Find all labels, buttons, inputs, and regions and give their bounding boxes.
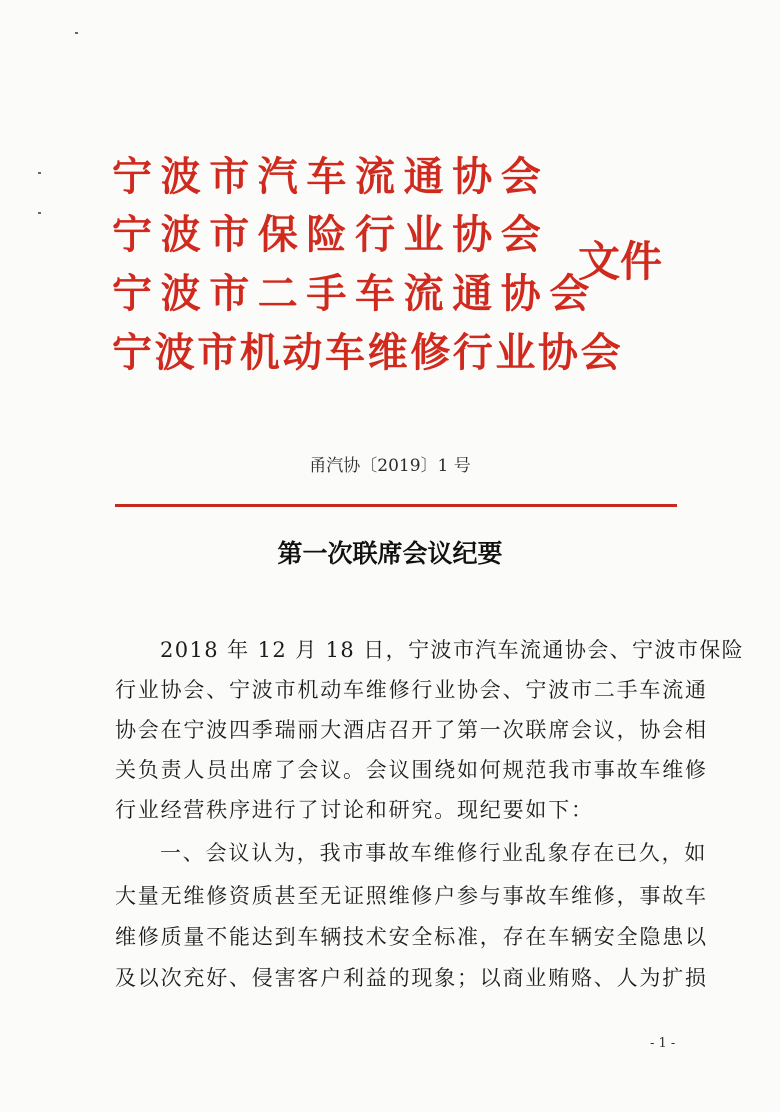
issuing-organization-4: 宁波市机动车维修行业协会 [112, 330, 624, 376]
body-line: 协会在宁波四季瑞丽大酒店召开了第一次联席会议，协会相 [115, 718, 708, 742]
scan-speck [75, 32, 78, 34]
body-line: 行业协会、宁波市机动车维修行业协会、宁波市二手车流通 [115, 678, 708, 702]
body-line: 及以次充好、侵害客户利益的现象；以商业贿赂、人为扩损 [115, 966, 708, 990]
body-line: 2018 年 12 月 18 日，宁波市汽车流通协会、宁波市保险 [160, 638, 745, 662]
body-line: 维修质量不能达到车辆技术安全标准，存在车辆安全隐患以 [115, 925, 708, 949]
body-line: 关负责人员出席了会议。会议围绕如何规范我市事故车维修 [115, 758, 708, 782]
scan-speck [38, 172, 41, 174]
body-line: 行业经营秩序进行了讨论和研究。现纪要如下： [115, 798, 594, 822]
issuing-organization-3: 宁波市二手车流通协会 [112, 271, 598, 317]
issuing-organization-2: 宁波市保险行业协会 [112, 212, 550, 258]
document-word: 文件 [578, 237, 663, 286]
document-title: 第一次联席会议纪要 [277, 539, 503, 568]
body-line: 大量无维修资质甚至无证照维修户参与事故车维修，事故车 [115, 884, 708, 908]
issuing-organization-1: 宁波市汽车流通协会 [112, 154, 550, 200]
scan-speck [38, 212, 41, 214]
body-line: 一、会议认为，我市事故车维修行业乱象存在已久，如 [160, 841, 708, 865]
page-number: - 1 - [650, 1036, 676, 1051]
red-separator-line [115, 504, 677, 507]
document-number: 甬汽协〔2019〕1 号 [309, 456, 471, 476]
